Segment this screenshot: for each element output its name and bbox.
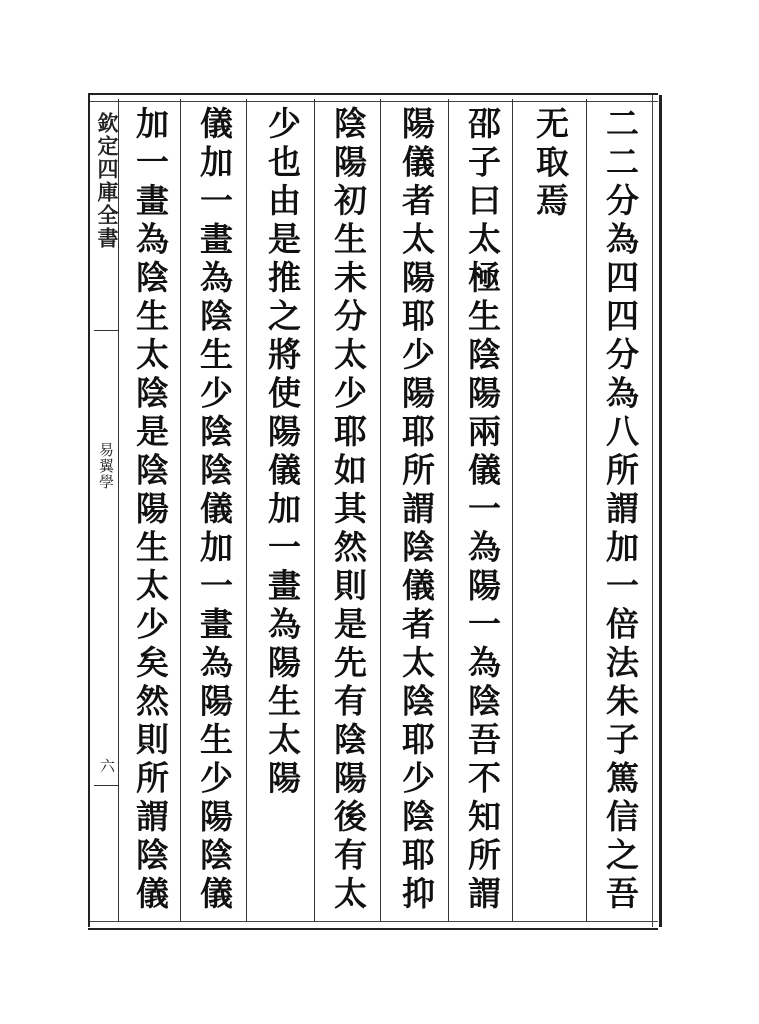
column-divider — [512, 99, 513, 921]
frame-right-border — [652, 95, 662, 927]
text-column-7: 儀加一畫為陰生少陰陰儀加一畫為陽生少陽陰儀 — [195, 106, 234, 915]
margin-book-title: 易翼學 — [97, 442, 115, 490]
frame-bottom-border — [88, 921, 658, 930]
fishtail-mark-lower — [94, 785, 118, 796]
column-divider — [180, 99, 181, 921]
margin-page-number: 六 — [98, 758, 116, 773]
column-divider — [118, 99, 119, 921]
text-column-1: 二二分為四四分為八所謂加一倍法朱子篤信之吾 — [601, 106, 640, 915]
fishtail-mark — [94, 330, 118, 343]
column-divider — [380, 99, 381, 921]
column-divider — [246, 99, 247, 921]
margin-title: 欽定四庫全書 — [95, 112, 120, 250]
column-divider — [586, 99, 587, 921]
text-column-8: 加一畫為陰生太陰是陰陽生太少矣然則所謂陰儀 — [131, 106, 170, 915]
frame-top-border — [88, 93, 658, 102]
column-divider — [314, 99, 315, 921]
column-divider — [448, 99, 449, 921]
text-column-2: 无取焉 — [531, 106, 570, 222]
text-column-4: 陽儀者太陽耶少陽耶所謂陰儀者太陰耶少陰耶抑 — [397, 106, 436, 915]
text-column-5: 陰陽初生未分太少耶如其然則是先有陰陽後有太 — [329, 106, 368, 915]
text-column-3: 邵子曰太極生陰陽兩儀一為陽一為陰吾不知所謂 — [463, 106, 502, 915]
text-column-6: 少也由是推之將使陽儀加一畫為陽生太陽 — [263, 106, 302, 799]
